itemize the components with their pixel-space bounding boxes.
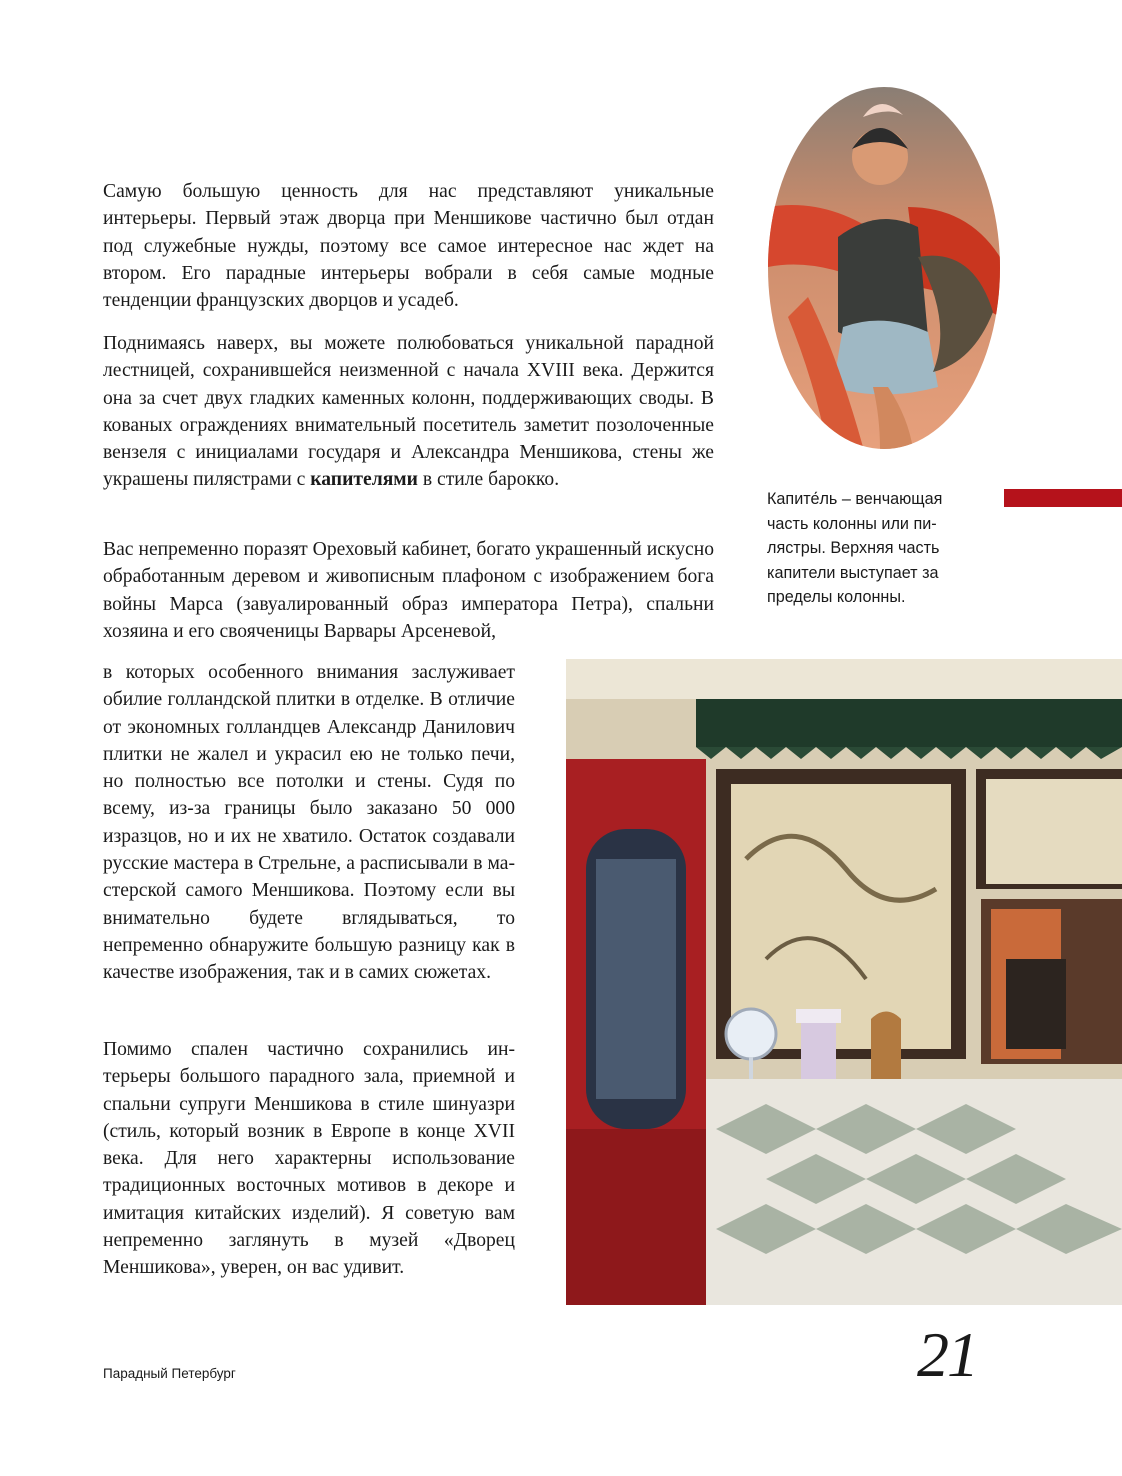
paragraph-dutch-tiles: в которых особенного внимания заслуживает обилие голландской плитки в отделке. В отличие от экономных голландцев Александр Данилович плитки не жалел и украсил ею не только печи, но полностью все потолки и стены. Судя по всему, из-за границы было заказано 50 000 изразцов, но и их не хватило. Остаток создавали русские мастера в Стрельне, а расписывали в мастерской самого Меншикова. Поэтому если вы внимательно будете вглядываться, то непременно обнаружите большую разницу как в качестве изображения, так и в самих сюжетах. (103, 662, 515, 984)
capitals-term: капителями (310, 469, 418, 491)
paragraph-walnut-cabinet: Вас непременно поразят Ореховый кабинет, богато украшенный искусно обработанным деревом и живописным плафоном с изображением бога войны Марса (завуалированный образ императора Петра), спальни хозяина и его свояченицы Варвары Арсеневой, (103, 539, 714, 642)
footer-title: Парадный Петербург (103, 1366, 236, 1381)
paragraph-chinoiserie: Помимо спален частично сохранились интерьеры большого парадного зала, приемной и спальни супруги Меншикова в стиле шинуазри (стиль, который возник в Европе в конце XVII века. Для него характерны использование традиционных восточных мотивов в декоре и имитация китайских изделий). Я советую вам непременно заглянуть в музей «Дворец Меншикова», уверен, он вас удивит. (103, 1039, 515, 1279)
mars-fresco-image (768, 87, 1000, 449)
page-number: 21 (917, 1319, 977, 1390)
paragraph-interiors: Самую большую ценность для нас представляют уникальные интерьеры. Первый этаж дворца при Меншикове частично был отдан под служебные нужды, поэтому все самое интересное нас ждет на втором. Его парадные интерьеры вобрали в себя самые модные тенденции французских дворцов и усадеб. (103, 181, 714, 312)
paragraph-staircase (103, 330, 714, 494)
capital-definition-note: Капите́ль – венчающая часть колонны или пилястры. Верхняя часть капители выступает за пределы колонны. (767, 490, 943, 606)
chinoiserie-room-photo (566, 659, 1122, 1305)
paragraph-staircase-text-start: Поднимаясь наверх, вы можете полюбоваться уникальной парадной лестницей, сохранившейся неизменной с начала XVIII века. Держится она за счет двух гладких каменных колонн, поддерживающих своды. В кованых ограждениях внимательный посетитель заметит позолоченные вензеля с инициалами государя и Александра Меншикова, стены же украшены пилястрами с (103, 333, 714, 491)
paragraph-staircase-text-end: в стиле барокко. (417, 469, 560, 491)
accent-bar (1004, 489, 1122, 507)
